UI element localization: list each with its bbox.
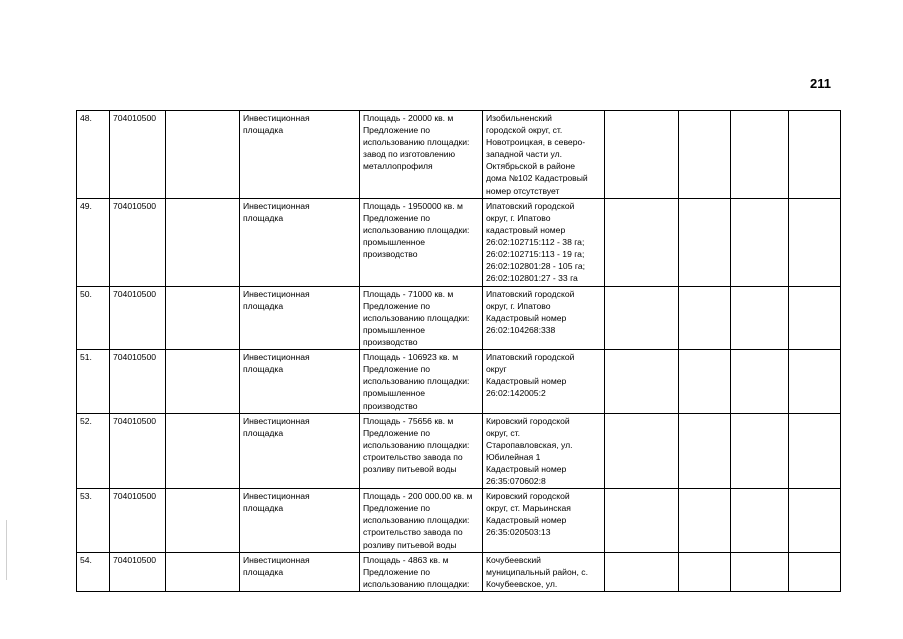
table-row: [77, 553, 841, 592]
empty-cell: [605, 350, 679, 413]
object-location-line: Кировский городской: [486, 491, 570, 502]
object-location-line: Кировский городской: [486, 415, 570, 426]
object-location-line: Октябрьской в районе: [486, 161, 576, 172]
object-description: [360, 489, 483, 553]
object-location-line: дома №102 Кадастровый: [486, 173, 588, 184]
row-number: 48.: [77, 111, 110, 199]
row-number: 51.: [77, 350, 110, 413]
empty-cell: [679, 350, 731, 413]
object-code: 704010500: [110, 489, 166, 553]
object-description-line: металлопрофиля: [363, 161, 433, 172]
object-description-line: использованию площадки:: [363, 224, 470, 235]
object-type: [240, 413, 360, 489]
object-description-line: Площадь - 4863 кв. м: [363, 555, 449, 566]
object-location-line: Кадастровый номер: [486, 515, 567, 526]
object-location-line: Ипатовский городской: [486, 200, 575, 211]
object-type-line: Инвестиционная: [243, 288, 310, 299]
object-location-line: Ипатовский городской: [486, 352, 575, 363]
object-description-line: розливу питьевой воды: [363, 463, 457, 474]
object-location-line: 26:35:070602:8: [486, 476, 546, 487]
object-location: [483, 111, 605, 199]
object-location-line: округ, ст.: [486, 427, 521, 438]
empty-cell: [679, 413, 731, 489]
object-type: [240, 198, 360, 286]
object-description-line: Предложение по: [363, 503, 431, 514]
empty-cell: [605, 489, 679, 553]
object-type-line: Инвестиционная: [243, 113, 310, 123]
object-type-line: площадка: [243, 300, 284, 311]
object-type: [240, 111, 360, 199]
empty-cell: [789, 350, 841, 413]
object-location-line: Изобильненский: [486, 113, 552, 123]
object-location-line: номер отсутствует: [486, 185, 560, 196]
object-description-line: строительство завода по: [363, 451, 463, 462]
empty-cell: [789, 286, 841, 349]
table-row: [77, 111, 841, 199]
object-code: 704010500: [110, 553, 166, 592]
table-row: [77, 350, 841, 413]
object-location-line: городской округ, ст.: [486, 125, 563, 136]
object-code: 704010500: [110, 198, 166, 286]
empty-cell: [166, 111, 240, 199]
object-description-line: промышленное: [363, 236, 426, 247]
empty-cell: [166, 553, 240, 592]
object-description-line: Площадь - 20000 кв. м: [363, 113, 454, 123]
empty-cell: [731, 413, 789, 489]
object-location-line: муниципальный район, с.: [486, 567, 588, 578]
object-description-line: Предложение по: [363, 125, 431, 136]
object-code: 704010500: [110, 286, 166, 349]
empty-cell: [605, 413, 679, 489]
object-type-line: площадка: [243, 567, 284, 578]
object-type-line: площадка: [243, 364, 284, 375]
object-description-line: Предложение по: [363, 427, 431, 438]
object-location-line: округ, ст. Марьинская: [486, 503, 571, 514]
object-type: [240, 350, 360, 413]
object-type-line: Инвестиционная: [243, 415, 310, 426]
object-location-line: Кочубеевское, ул.: [486, 579, 558, 590]
scan-edge-line: [6, 520, 7, 580]
empty-cell: [789, 198, 841, 286]
object-description-line: использованию площадки:: [363, 137, 470, 148]
empty-cell: [679, 553, 731, 592]
empty-cell: [679, 286, 731, 349]
empty-cell: [166, 413, 240, 489]
object-location-line: 26:02:104268:338: [486, 324, 556, 335]
empty-cell: [731, 198, 789, 286]
object-location: [483, 350, 605, 413]
table-row: [77, 286, 841, 349]
object-location-line: Ипатовский городской: [486, 288, 575, 299]
object-description-line: завод по изготовлению: [363, 149, 456, 160]
object-description-line: Предложение по: [363, 212, 431, 223]
row-number: 54.: [77, 553, 110, 592]
object-description-line: Площадь - 75656 кв. м: [363, 415, 454, 426]
object-type-line: площадка: [243, 427, 284, 438]
object-description-line: строительство завода по: [363, 527, 463, 538]
empty-cell: [166, 286, 240, 349]
row-number: 53.: [77, 489, 110, 553]
investment-sites-table: [76, 110, 841, 592]
object-description-line: производство: [363, 249, 418, 260]
object-description-line: производство: [363, 400, 418, 411]
object-description-line: использованию площадки:: [363, 515, 470, 526]
object-description-line: Предложение по: [363, 567, 431, 578]
object-description-line: Площадь - 106923 кв. м: [363, 352, 459, 363]
object-description-line: промышленное: [363, 324, 426, 335]
empty-cell: [731, 489, 789, 553]
object-description-line: производство: [363, 337, 418, 348]
object-type-line: Инвестиционная: [243, 555, 310, 566]
object-location-line: округ: [486, 364, 507, 375]
object-location-line: Новотроицкая, в северо-: [486, 137, 586, 148]
object-location-line: 26:02:102801:27 - 33 га: [486, 273, 578, 284]
empty-cell: [605, 198, 679, 286]
object-location-line: западной части ул.: [486, 149, 563, 160]
object-type: [240, 286, 360, 349]
empty-cell: [789, 111, 841, 199]
object-description-line: Площадь - 71000 кв. м: [363, 288, 454, 299]
object-location-line: Кочубеевский: [486, 555, 541, 566]
object-location-line: кадастровый номер: [486, 224, 566, 235]
object-location: [483, 413, 605, 489]
object-location-line: Кадастровый номер: [486, 312, 567, 323]
object-location-line: Старопавловская, ул.: [486, 439, 573, 450]
object-description: [360, 350, 483, 413]
object-code: 704010500: [110, 413, 166, 489]
empty-cell: [679, 489, 731, 553]
page-number: 211: [810, 76, 831, 91]
object-location-line: Кадастровый номер: [486, 463, 567, 474]
object-location-line: 26:35:020503:13: [486, 527, 551, 538]
object-location: [483, 553, 605, 592]
object-location-line: округ, г. Ипатово: [486, 212, 551, 223]
object-type-line: площадка: [243, 212, 284, 223]
object-description: [360, 286, 483, 349]
object-location: [483, 489, 605, 553]
object-location-line: 26:02:102715:112 - 38 га;: [486, 236, 585, 247]
object-description-line: Предложение по: [363, 364, 431, 375]
object-description: [360, 553, 483, 592]
object-type-line: Инвестиционная: [243, 200, 310, 211]
object-location-line: 26:02:142005:2: [486, 388, 546, 399]
row-number: 52.: [77, 413, 110, 489]
object-description-line: использованию площадки:: [363, 376, 470, 387]
object-code: 704010500: [110, 350, 166, 413]
object-description: [360, 198, 483, 286]
table-row: [77, 198, 841, 286]
empty-cell: [789, 489, 841, 553]
empty-cell: [731, 111, 789, 199]
object-description-line: промышленное: [363, 388, 426, 399]
empty-cell: [731, 286, 789, 349]
object-code: 704010500: [110, 111, 166, 199]
table-row: [77, 489, 841, 553]
table-row: [77, 413, 841, 489]
empty-cell: [605, 286, 679, 349]
object-type-line: Инвестиционная: [243, 491, 310, 502]
object-location-line: Юбилейная 1: [486, 451, 541, 462]
empty-cell: [166, 198, 240, 286]
empty-cell: [789, 413, 841, 489]
object-type: [240, 489, 360, 553]
object-location: [483, 286, 605, 349]
empty-cell: [166, 489, 240, 553]
row-number: 50.: [77, 286, 110, 349]
object-type-line: площадка: [243, 503, 284, 514]
object-type: [240, 553, 360, 592]
object-description-line: использованию площадки:: [363, 439, 470, 450]
object-type-line: Инвестиционная: [243, 352, 310, 363]
empty-cell: [605, 111, 679, 199]
object-description-line: розливу питьевой воды: [363, 539, 457, 550]
object-description-line: Предложение по: [363, 300, 431, 311]
object-location-line: 26:02:102801:28 - 105 га;: [486, 261, 585, 272]
empty-cell: [731, 350, 789, 413]
object-description: [360, 413, 483, 489]
object-description-line: использованию площадки:: [363, 312, 470, 323]
object-description-line: Площадь - 200 000.00 кв. м: [363, 491, 473, 502]
row-number: 49.: [77, 198, 110, 286]
object-location: [483, 198, 605, 286]
object-description-line: Площадь - 1950000 кв. м: [363, 200, 463, 211]
object-type-line: площадка: [243, 125, 284, 136]
empty-cell: [166, 350, 240, 413]
object-location-line: Кадастровый номер: [486, 376, 567, 387]
empty-cell: [789, 553, 841, 592]
object-location-line: округ, г. Ипатово: [486, 300, 551, 311]
object-description-line: использованию площадки:: [363, 579, 470, 590]
object-description: [360, 111, 483, 199]
object-location-line: 26:02:102715:113 - 19 га;: [486, 249, 585, 260]
empty-cell: [679, 198, 731, 286]
empty-cell: [679, 111, 731, 199]
empty-cell: [731, 553, 789, 592]
empty-cell: [605, 553, 679, 592]
